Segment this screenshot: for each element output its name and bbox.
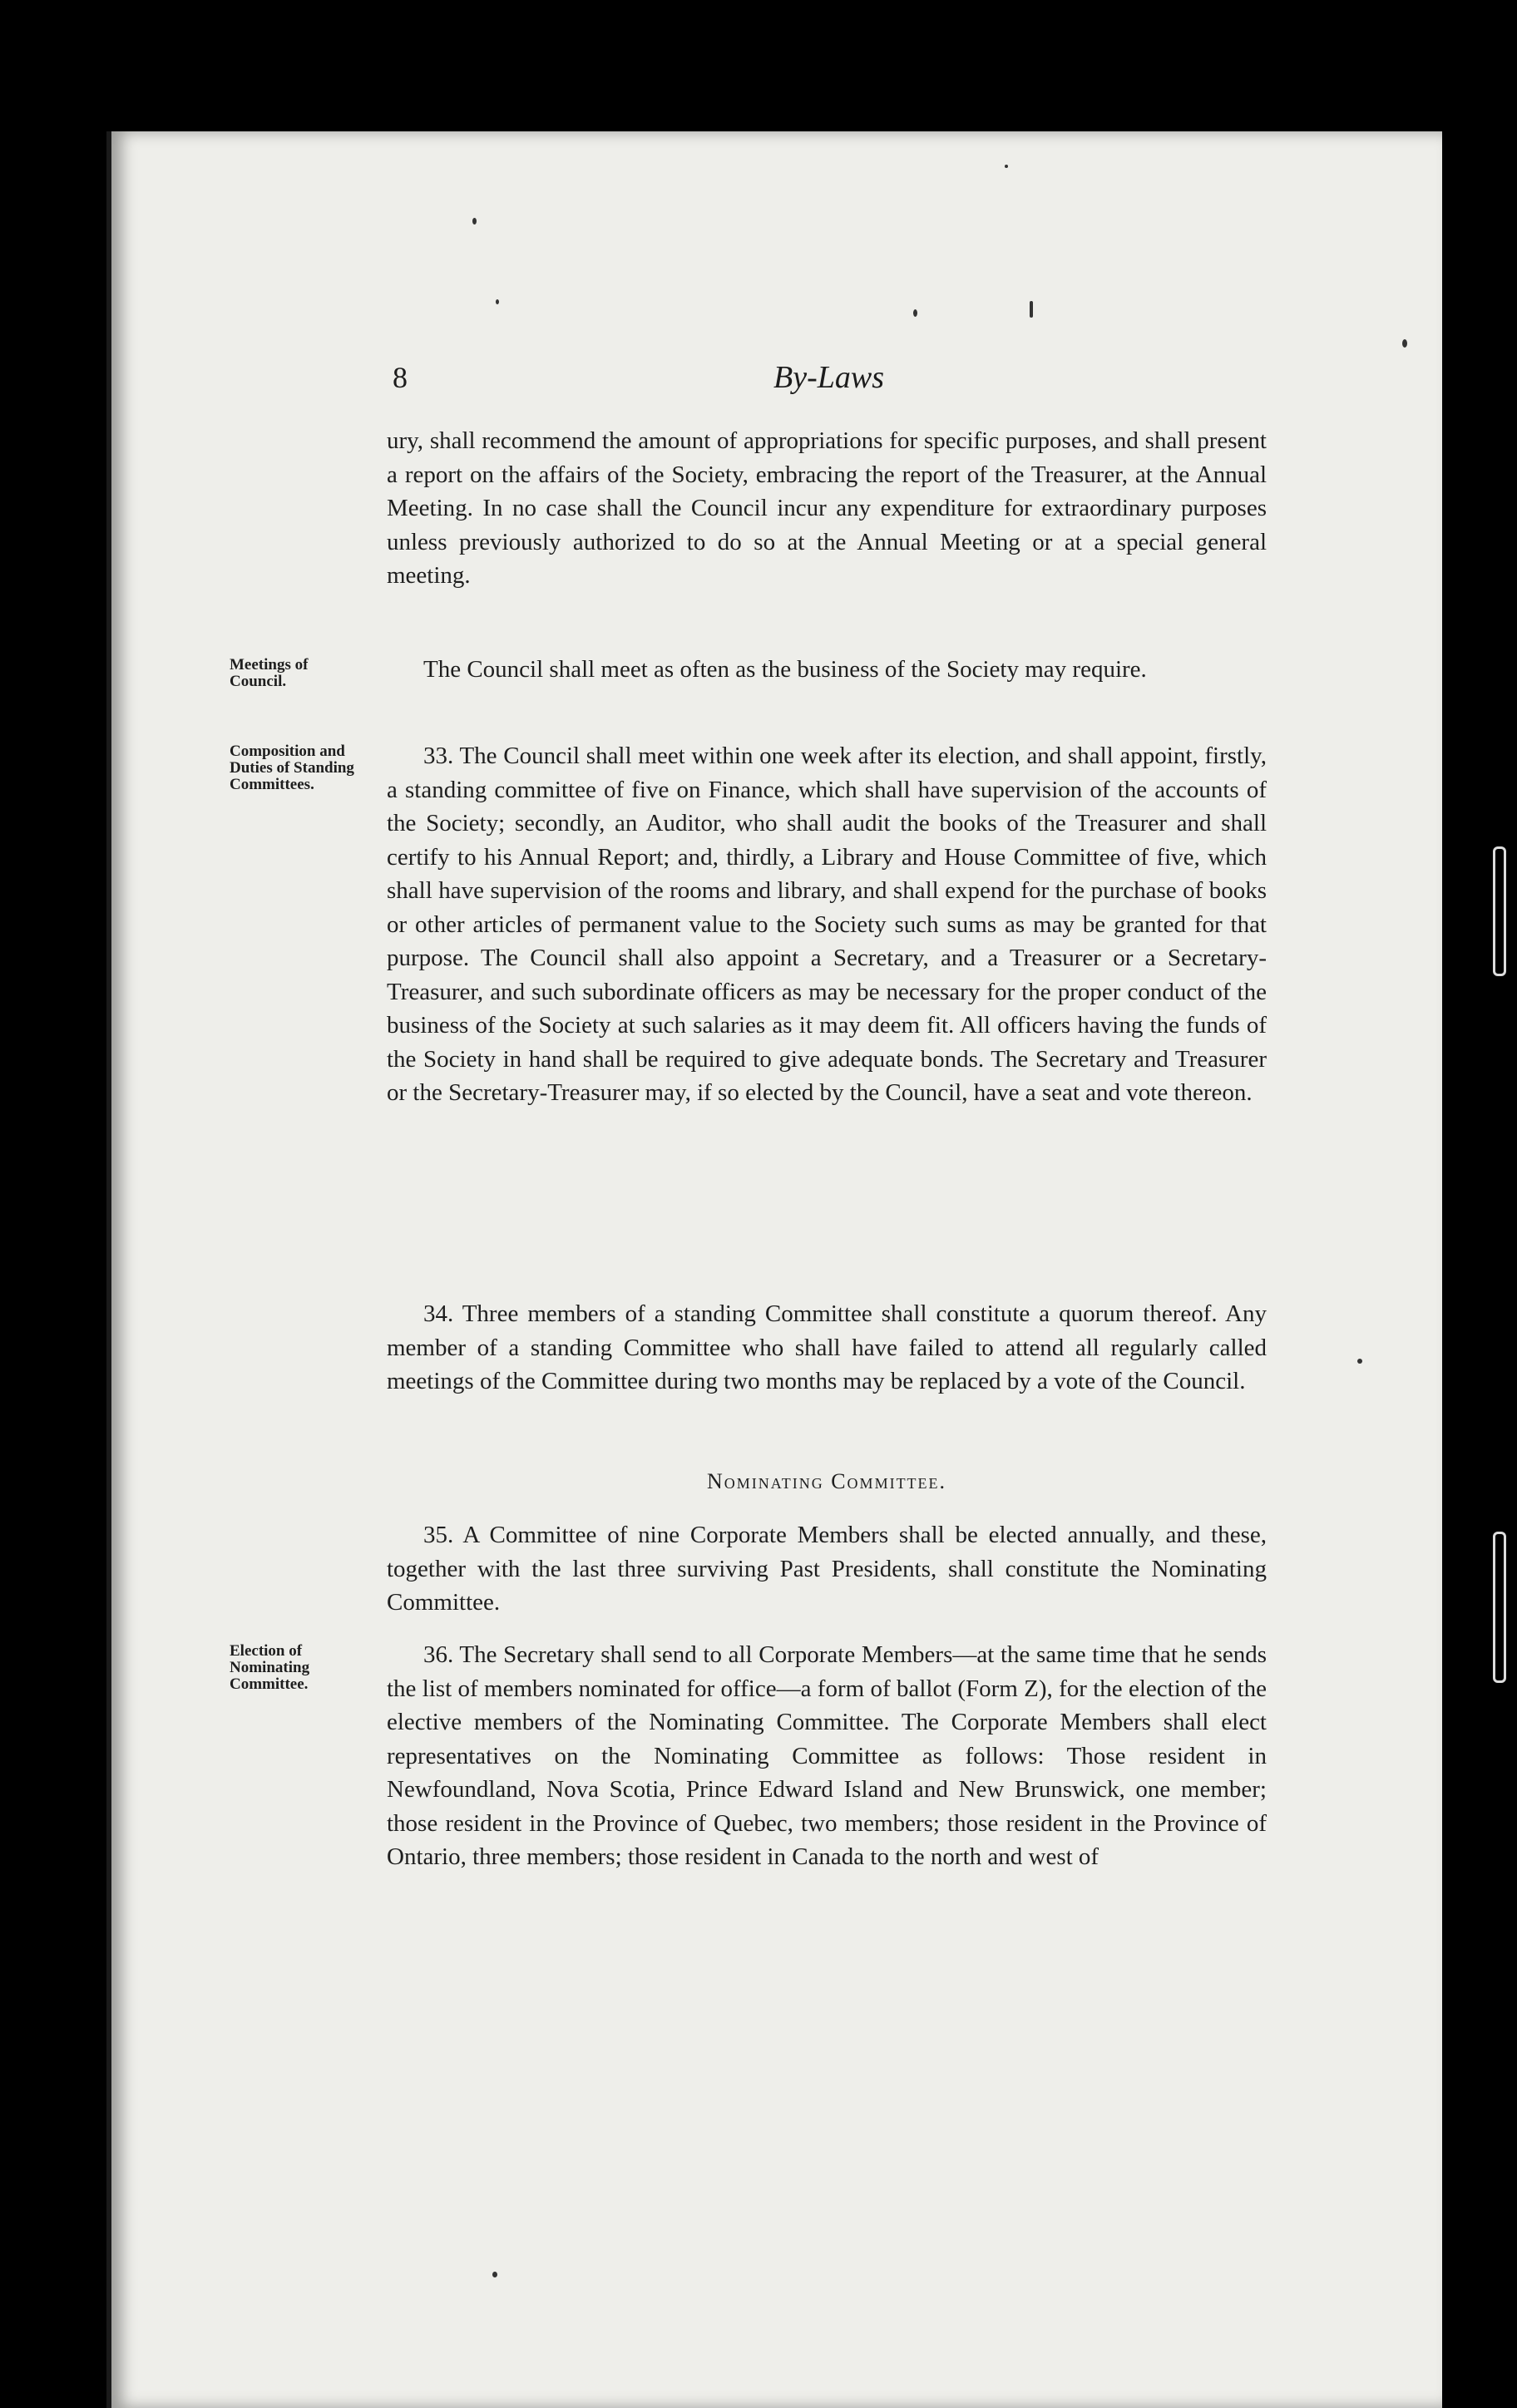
scan-speck: [472, 218, 477, 225]
paragraph-council-meetings: The Council shall meet as often as the business of the Society may require.: [423, 656, 1147, 683]
paragraph-section-33: 33. The Council shall meet within one week after its election, and shall appoint, firstly, a standing committee of five on Finance, which shall have supervision of the accounts of the Society; secondly, an Auditor, who shall audit the books of the Treasurer and shall certify to his Annual Report; and, thirdly, a Library and House Committee of five, which shall have supervision of the rooms and library, and shall expend for the purchase of books or other articles of permanent value to the Society such sums as may be granted for that purpose. The Council shall also appoint a Secretary, and a Treasurer or a Secretary-Treasurer, and such subordinate officers as may be necessary for the proper conduct of the business of the Society at such salaries as it may deem fit. All officers having the funds of the Society in hand shall be required to give adequate bonds. The Secretary and Treasurer or the Secretary-Treasurer may, if so elected by the Council, have a seat and vote thereon.: [387, 743, 1267, 1106]
scan-speck: [496, 299, 499, 304]
scan-speck: [1357, 1359, 1362, 1364]
margin-note-election-nominating: Election of Nominating Committee.: [230, 1642, 310, 1693]
paragraph-section-35: 35. A Committee of nine Corporate Members shall be elected annually, and these, together with the last three surviving Past Presidents, shall constitute the Nominating Committee.: [387, 1522, 1267, 1616]
scan-speck: [913, 309, 917, 317]
binding-mark: [1493, 1532, 1506, 1683]
scan-speck: [1402, 339, 1407, 348]
paragraph-appropriations: ury, shall recommend the amount of appropriations for specific purposes, and shall present a report on the affairs of the Society, embracing the report of the Treasurer, at the Annual Meeting. In no case shall the Council incur any expenditure for extraordinary purposes unless previously authorized to do so at the Annual Meeting or at a special general meeting.: [387, 427, 1267, 589]
binding-mark: [1493, 846, 1506, 976]
scan-speck: [492, 2272, 497, 2277]
margin-note-meetings-of-council: Meetings of Council.: [230, 656, 309, 690]
scan-speck: [1005, 165, 1008, 168]
section-heading-nominating-committee: Nominating Committee.: [706, 1469, 947, 1493]
paragraph-section-34: 34. Three members of a standing Committee shall constitute a quorum thereof. Any member of a standing Committee who shall have failed to attend all regularly called meetings of the Committee during two months may be replaced by a vote of the Council.: [387, 1300, 1267, 1394]
paragraph-section-36: 36. The Secretary shall send to all Corporate Members—at the same time that he sends the list of members nominated for office—a form of ballot (Form Z), for the election of the elective members of the Nominating Committee. The Corporate Members shall elect representatives on the Nominating Committee as follows: Those resident in Newfoundland, Nova Scotia, Prince Edward Island and New Brunswick, one member; those resident in the Province of Quebec, two members; those resident in the Province of Ontario, three members; those resident in Canada to the north and west of: [387, 1641, 1267, 1870]
running-head: By-Laws: [773, 360, 884, 395]
page-number: 8: [393, 361, 408, 394]
scan-speck: [1030, 301, 1033, 318]
margin-note-standing-committees: Composition and Duties of Standing Committees.: [230, 743, 354, 793]
